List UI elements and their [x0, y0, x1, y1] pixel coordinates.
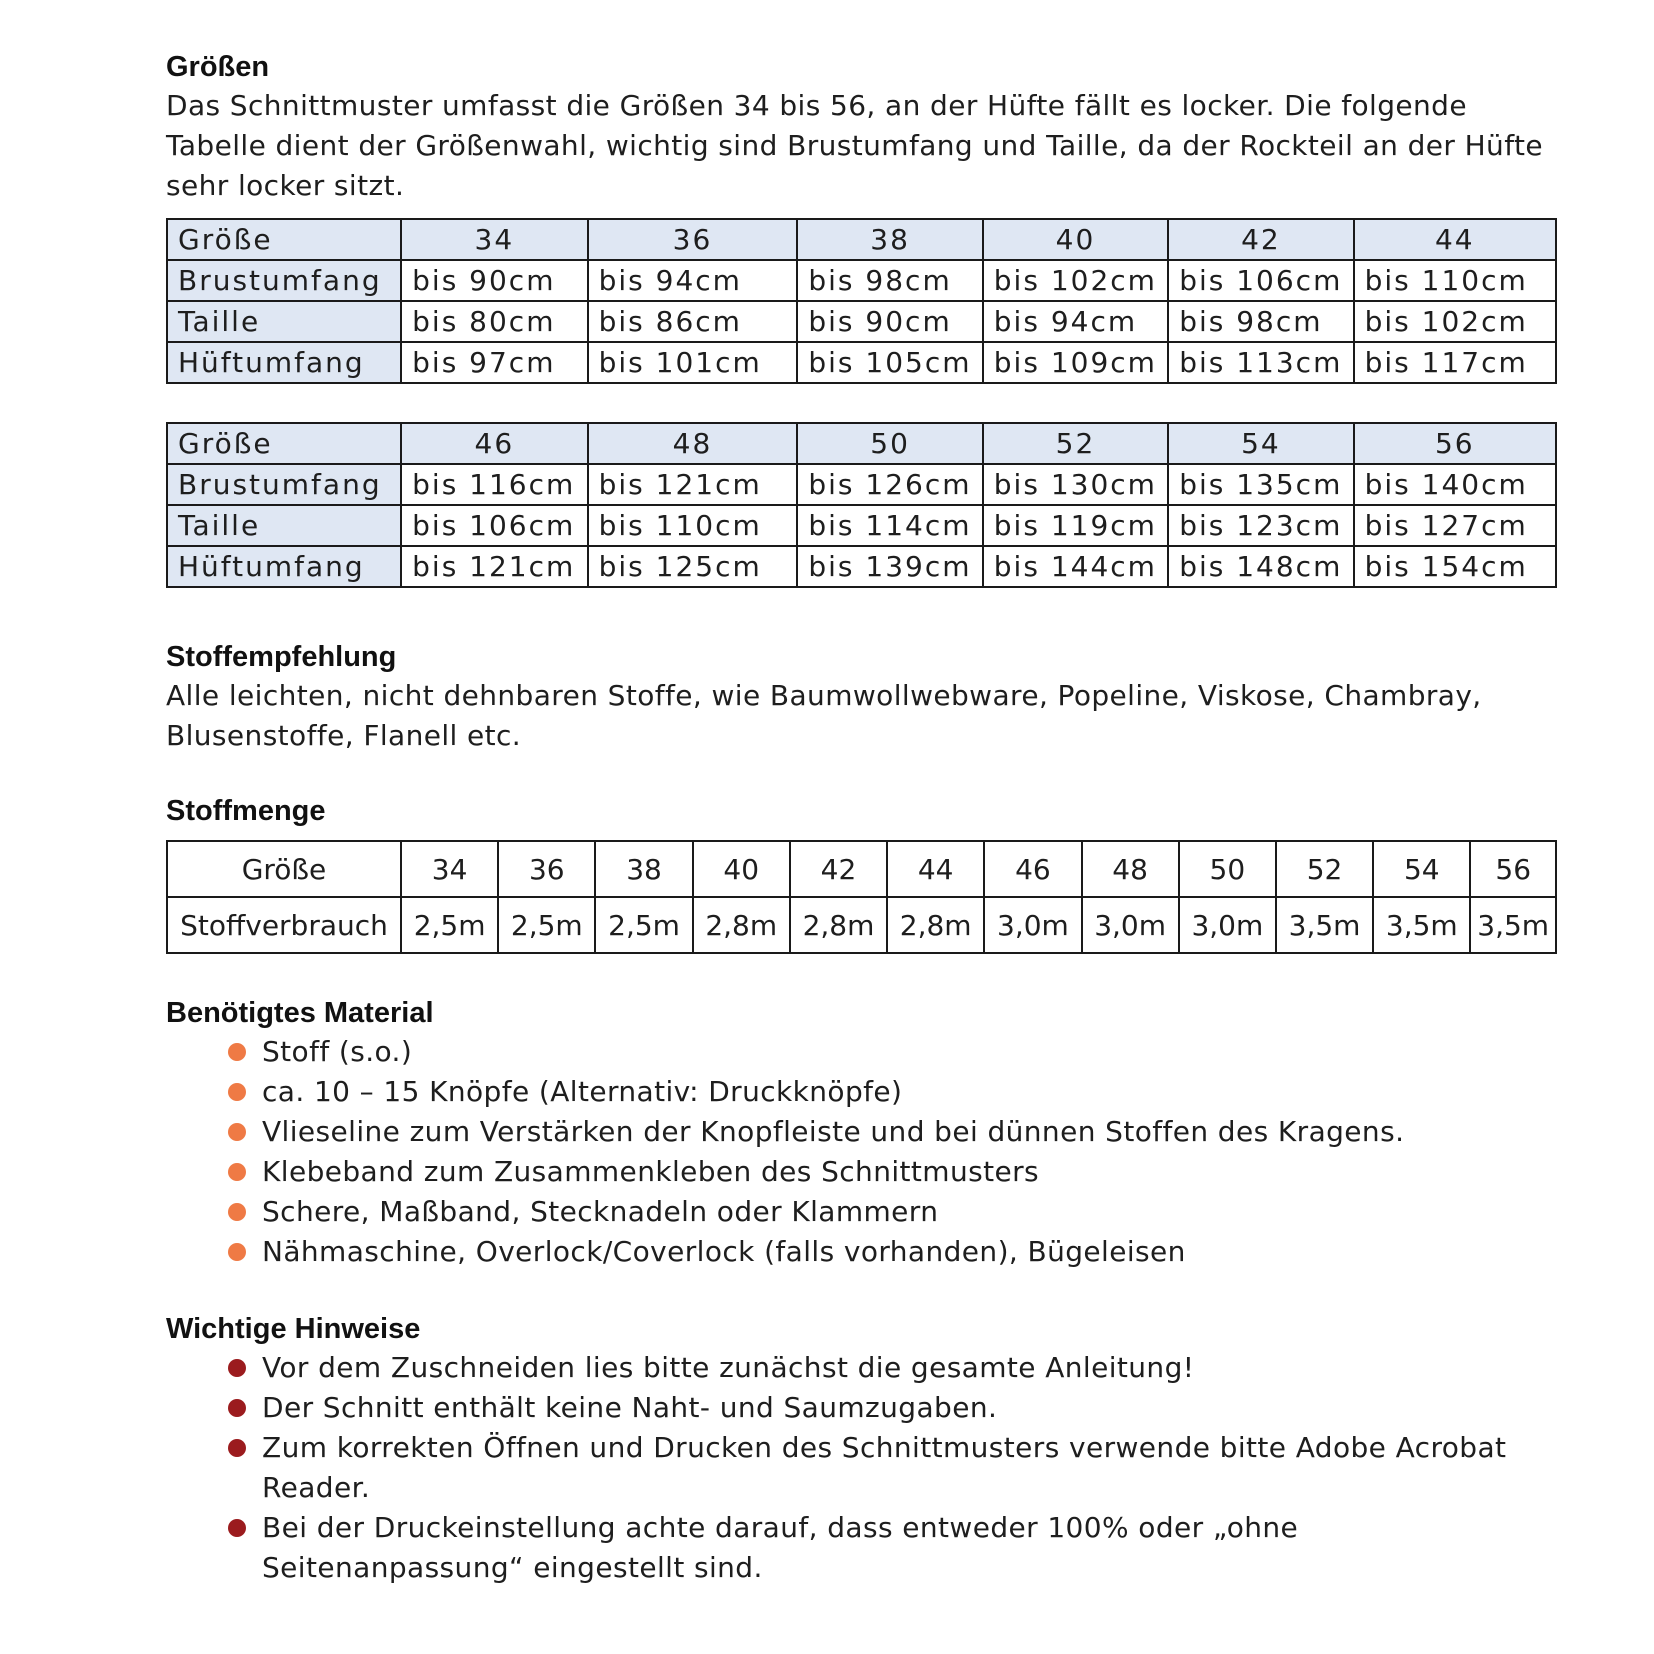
list-item-text: Der Schnitt enthält keine Naht- und Saumzugaben. — [262, 1391, 998, 1424]
table-row — [167, 301, 1556, 342]
list-item — [228, 1232, 1558, 1272]
measure-cell: bis 123cm — [1168, 505, 1353, 546]
fabric-amount-table — [166, 840, 1557, 954]
size-header-cell: 38 — [595, 841, 692, 897]
measure-cell: bis 90cm — [401, 260, 587, 301]
size-header-cell: 46 — [984, 841, 1081, 897]
row-label: Stoffverbrauch — [167, 897, 401, 953]
measure-cell: bis 148cm — [1168, 546, 1353, 587]
measure-cell: bis 86cm — [588, 301, 798, 342]
list-item-text: Bei der Druckeinstellung achte darauf, dass entweder 100% oder „ohne Seitenanpassung“ eingestellt sind. — [262, 1511, 1299, 1584]
measure-cell: bis 110cm — [1354, 260, 1556, 301]
measure-cell: bis 109cm — [983, 342, 1168, 383]
list-item — [228, 1032, 1558, 1072]
measure-cell: bis 105cm — [797, 342, 982, 383]
table-row — [167, 897, 1556, 953]
list-item — [228, 1388, 1558, 1428]
size-header-cell: 34 — [401, 219, 587, 260]
fabric-paragraph: Alle leichten, nicht dehnbaren Stoffe, wie Baumwollwebware, Popeline, Viskose, Chambray, Blusenstoffe, Flanell etc. — [166, 679, 1482, 752]
size-header-cell: 46 — [401, 423, 587, 464]
sizes-section — [166, 48, 1558, 588]
measure-cell: bis 139cm — [797, 546, 982, 587]
table-row — [167, 423, 1556, 464]
row-label: Brustumfang — [167, 260, 401, 301]
list-item — [228, 1152, 1558, 1192]
table-row — [167, 505, 1556, 546]
list-item — [228, 1348, 1558, 1388]
measure-cell: bis 94cm — [588, 260, 798, 301]
amount-cell: 2,8m — [693, 897, 790, 953]
row-label: Brustumfang — [167, 464, 401, 505]
list-item — [228, 1192, 1558, 1232]
list-item-text: ca. 10 – 15 Knöpfe (Alternativ: Druckknöpfe) — [262, 1075, 903, 1108]
measure-cell: bis 90cm — [797, 301, 982, 342]
amount-cell: 2,8m — [790, 897, 887, 953]
measure-cell: bis 126cm — [797, 464, 982, 505]
bullet-dot-icon — [228, 1439, 246, 1457]
measure-cell: bis 113cm — [1168, 342, 1353, 383]
fabric-heading: Stoffempfehlung — [166, 641, 397, 673]
size-header-cell: 34 — [401, 841, 498, 897]
list-item-text: Schere, Maßband, Stecknadeln oder Klammern — [262, 1195, 939, 1228]
list-item-text: Stoff (s.o.) — [262, 1035, 413, 1068]
hints-list — [166, 1348, 1558, 1588]
measure-cell: bis 130cm — [983, 464, 1168, 505]
size-header-cell: 56 — [1470, 841, 1556, 897]
row-label: Größe — [167, 423, 401, 464]
document-page — [166, 40, 1558, 1588]
measure-cell: bis 144cm — [983, 546, 1168, 587]
fabric-section — [166, 638, 1558, 756]
sizes-heading: Größen — [166, 51, 270, 83]
material-section — [166, 994, 1558, 1272]
measure-cell: bis 101cm — [588, 342, 798, 383]
amount-cell: 3,0m — [1179, 897, 1276, 953]
hints-heading: Wichtige Hinweise — [166, 1313, 421, 1345]
amount-cell: 3,0m — [1082, 897, 1179, 953]
row-label: Größe — [167, 219, 401, 260]
amount-cell: 2,5m — [595, 897, 692, 953]
size-header-cell: 44 — [887, 841, 984, 897]
size-header-cell: 48 — [1082, 841, 1179, 897]
bullet-dot-icon — [228, 1163, 246, 1181]
list-item-text: Vlieseline zum Verstärken der Knopfleiste und bei dünnen Stoffen des Kragens. — [262, 1115, 1405, 1148]
table-row — [167, 841, 1556, 897]
table-row — [167, 546, 1556, 587]
amount-cell: 2,5m — [498, 897, 595, 953]
measure-cell: bis 116cm — [401, 464, 587, 505]
measure-cell: bis 127cm — [1354, 505, 1556, 546]
size-header-cell: 50 — [797, 423, 982, 464]
measure-cell: bis 119cm — [983, 505, 1168, 546]
size-header-cell: 54 — [1168, 423, 1353, 464]
row-label: Taille — [167, 505, 401, 546]
list-item-text: Zum korrekten Öffnen und Drucken des Schnittmusters verwende bitte Adobe Acrobat Reader. — [262, 1431, 1507, 1504]
measure-cell: bis 135cm — [1168, 464, 1353, 505]
table-row — [167, 260, 1556, 301]
measure-cell: bis 121cm — [588, 464, 798, 505]
size-header-cell: 52 — [983, 423, 1168, 464]
measure-cell: bis 117cm — [1354, 342, 1556, 383]
size-header-cell: 50 — [1179, 841, 1276, 897]
size-header-cell: 56 — [1354, 423, 1556, 464]
measure-cell: bis 106cm — [1168, 260, 1353, 301]
bullet-dot-icon — [228, 1083, 246, 1101]
list-item — [228, 1112, 1558, 1152]
list-item-text: Nähmaschine, Overlock/Coverlock (falls vorhanden), Bügeleisen — [262, 1235, 1186, 1268]
bullet-dot-icon — [228, 1399, 246, 1417]
measure-cell: bis 94cm — [983, 301, 1168, 342]
amount-cell: 2,8m — [887, 897, 984, 953]
measure-cell: bis 110cm — [588, 505, 798, 546]
size-header-cell: 54 — [1373, 841, 1470, 897]
measure-cell: bis 80cm — [401, 301, 587, 342]
row-label: Hüftumfang — [167, 546, 401, 587]
table-row — [167, 342, 1556, 383]
measure-cell: bis 102cm — [1354, 301, 1556, 342]
amount-cell: 2,5m — [401, 897, 498, 953]
size-header-cell: 42 — [1168, 219, 1353, 260]
material-list — [166, 1032, 1558, 1272]
sizes-paragraph: Das Schnittmuster umfasst die Größen 34 bis 56, an der Hüfte fällt es locker. Die folgende Tabelle dient der Größenwahl, wichtig sind Brustumfang und Taille, da der Rockteil an der Hüfte sehr locker sitzt. — [166, 89, 1543, 202]
size-header-cell: 40 — [693, 841, 790, 897]
amount-section — [166, 792, 1558, 954]
measure-cell: bis 98cm — [797, 260, 982, 301]
row-label: Hüftumfang — [167, 342, 401, 383]
size-header-cell: 36 — [498, 841, 595, 897]
size-header-cell: 42 — [790, 841, 887, 897]
bullet-dot-icon — [228, 1203, 246, 1221]
size-header-cell: 40 — [983, 219, 1168, 260]
list-item-text: Klebeband zum Zusammenkleben des Schnittmusters — [262, 1155, 1040, 1188]
size-header-cell: 48 — [588, 423, 798, 464]
table-row — [167, 464, 1556, 505]
amount-cell: 3,5m — [1276, 897, 1373, 953]
size-table-1 — [166, 218, 1557, 384]
bullet-dot-icon — [228, 1359, 246, 1377]
amount-cell: 3,5m — [1373, 897, 1470, 953]
material-heading: Benötigtes Material — [166, 997, 434, 1029]
bullet-dot-icon — [228, 1043, 246, 1061]
amount-heading: Stoffmenge — [166, 795, 326, 827]
measure-cell: bis 121cm — [401, 546, 587, 587]
list-item-text: Vor dem Zuschneiden lies bitte zunächst die gesamte Anleitung! — [262, 1351, 1195, 1384]
list-item — [228, 1072, 1558, 1112]
measure-cell: bis 106cm — [401, 505, 587, 546]
size-header-cell: 36 — [588, 219, 798, 260]
row-label: Taille — [167, 301, 401, 342]
table-row — [167, 219, 1556, 260]
size-header-cell: 44 — [1354, 219, 1556, 260]
measure-cell: bis 102cm — [983, 260, 1168, 301]
list-item — [228, 1508, 1558, 1588]
bullet-dot-icon — [228, 1123, 246, 1141]
list-item — [228, 1428, 1558, 1508]
amount-cell: 3,5m — [1470, 897, 1556, 953]
size-header-cell: 52 — [1276, 841, 1373, 897]
size-header-cell: 38 — [797, 219, 982, 260]
measure-cell: bis 98cm — [1168, 301, 1353, 342]
measure-cell: bis 97cm — [401, 342, 587, 383]
measure-cell: bis 140cm — [1354, 464, 1556, 505]
size-table-2 — [166, 422, 1557, 588]
measure-cell: bis 125cm — [588, 546, 798, 587]
measure-cell: bis 154cm — [1354, 546, 1556, 587]
bullet-dot-icon — [228, 1243, 246, 1261]
hints-section — [166, 1310, 1558, 1588]
bullet-dot-icon — [228, 1519, 246, 1537]
row-label: Größe — [167, 841, 401, 897]
amount-cell: 3,0m — [984, 897, 1081, 953]
measure-cell: bis 114cm — [797, 505, 982, 546]
